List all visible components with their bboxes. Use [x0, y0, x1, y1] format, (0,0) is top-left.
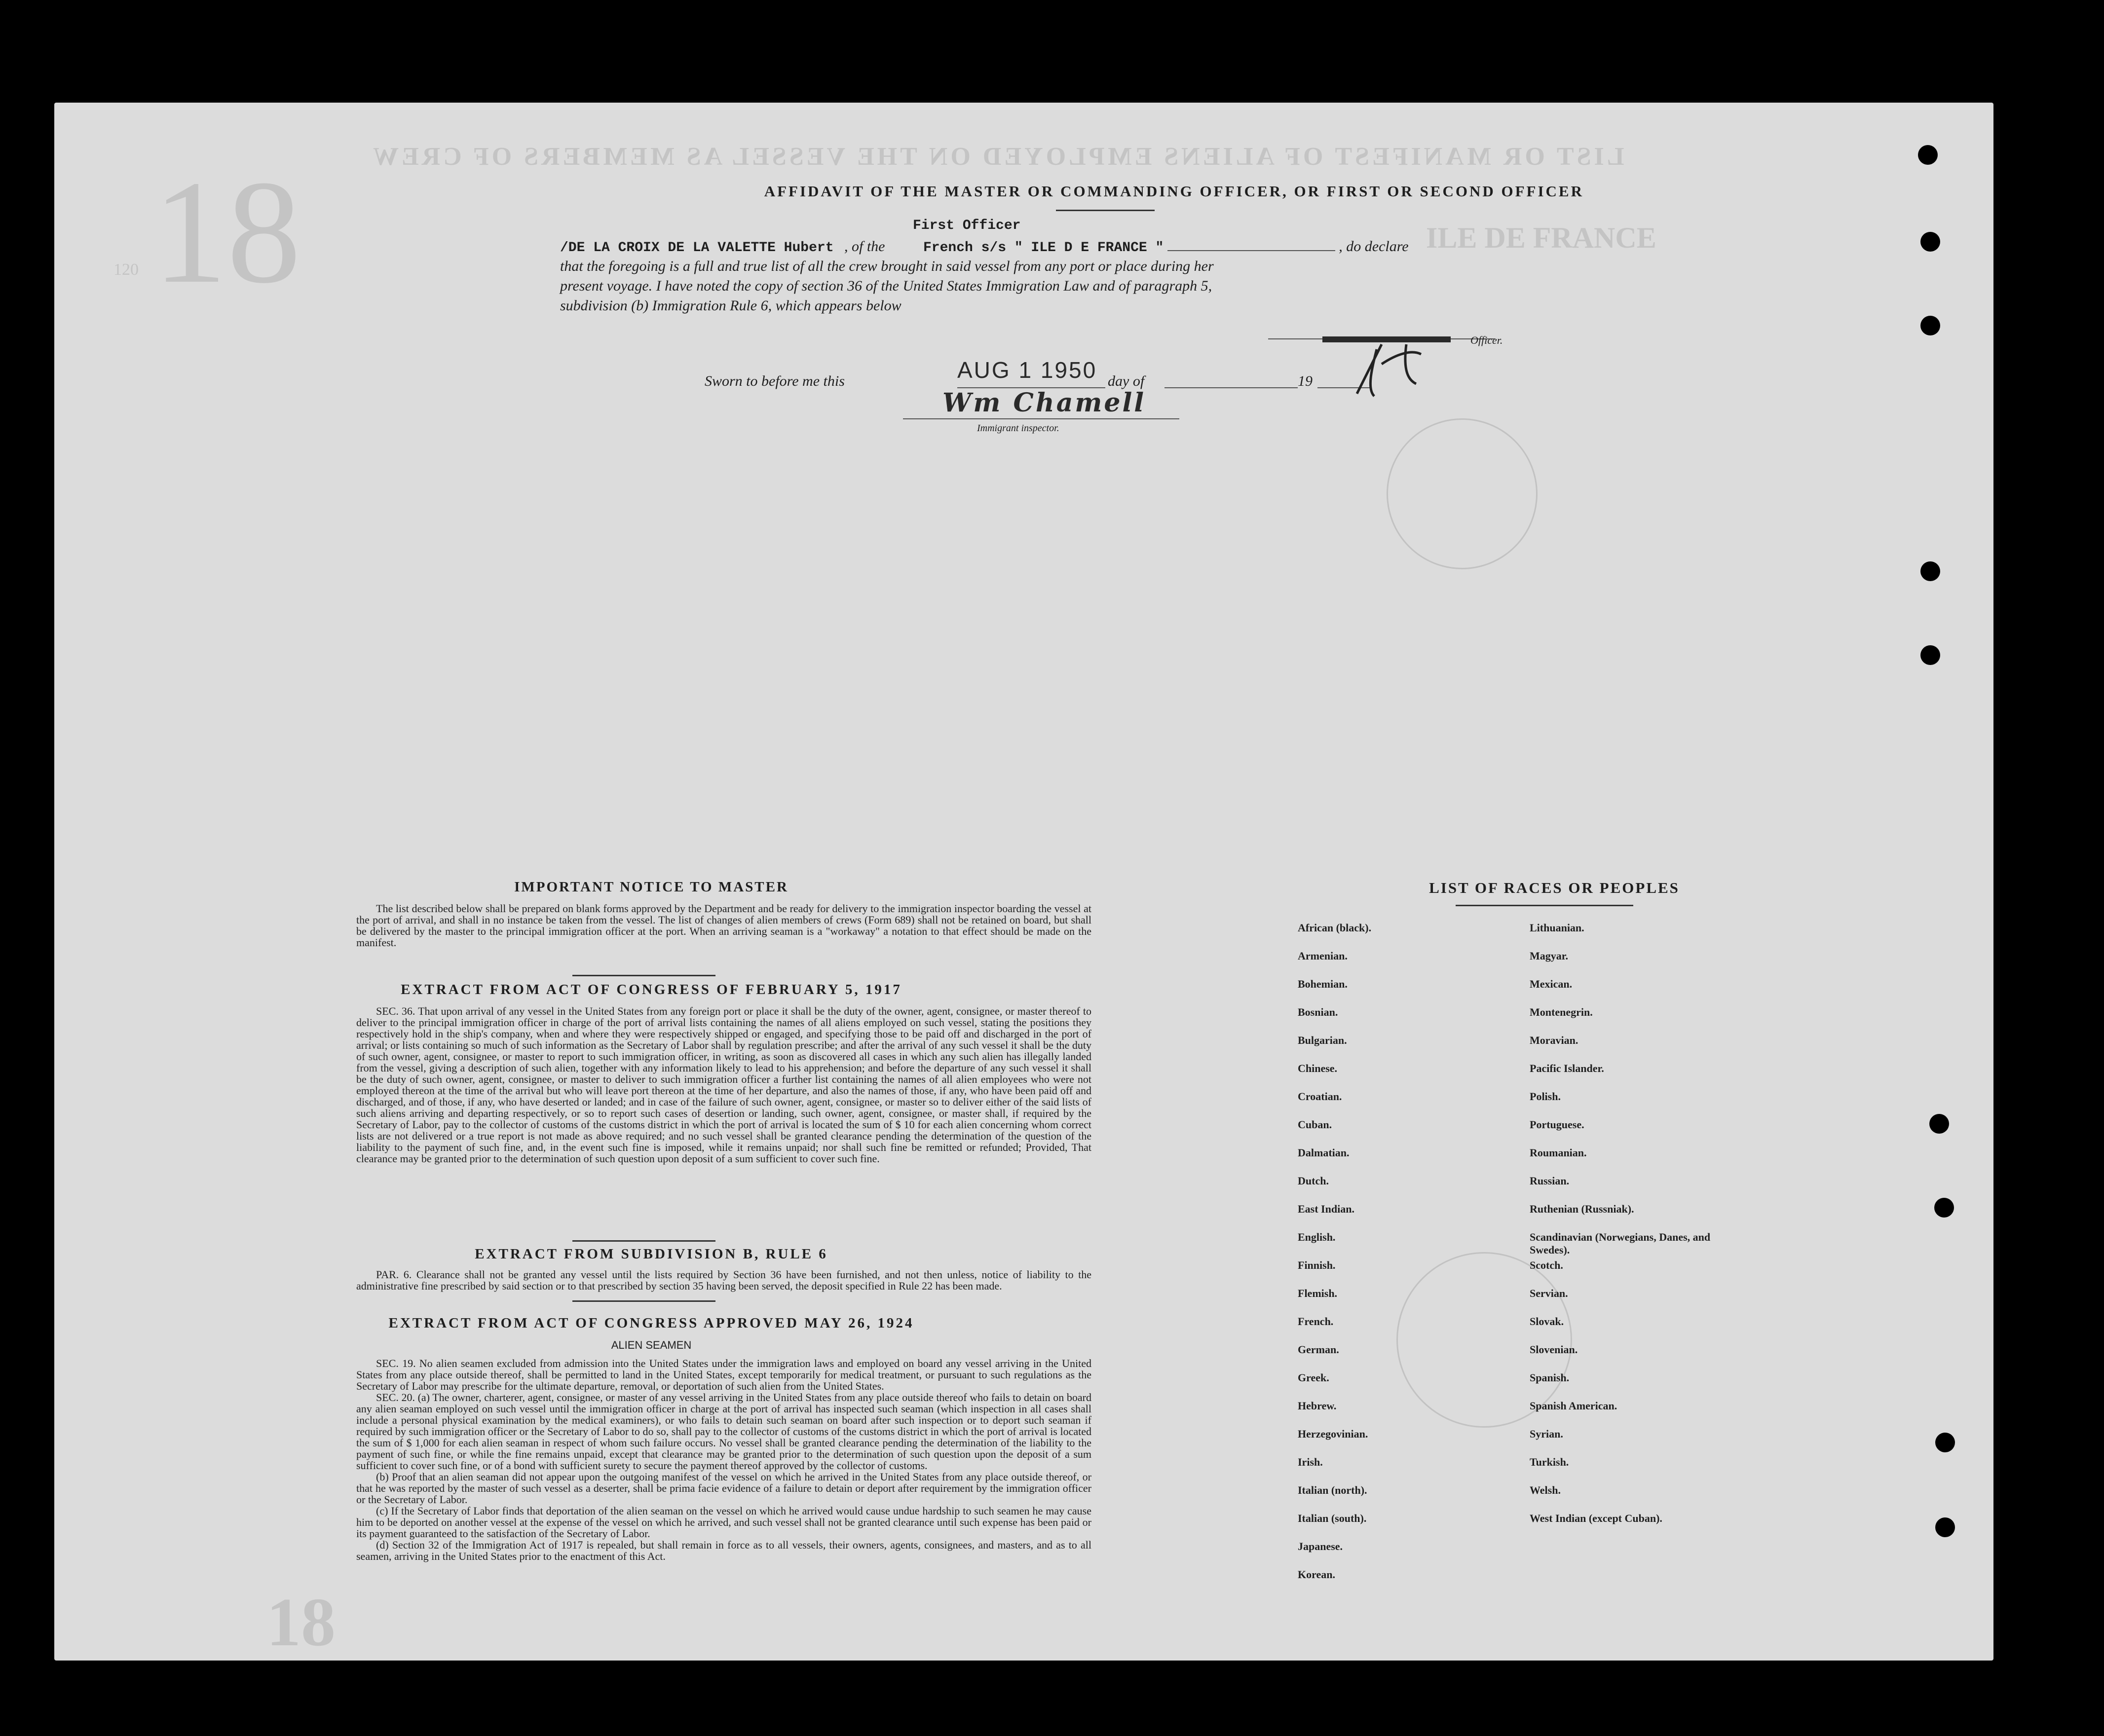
- extract-1924-subtitle: ALIEN SEAMEN: [611, 1339, 692, 1351]
- race-entry: Scotch.: [1530, 1259, 1563, 1271]
- binder-hole-6: [1929, 1114, 1949, 1134]
- section-20c-text: (c) If the Secretary of Labor finds that deportation of the alien seaman on the vessel on which he arrived would cause undue hardship to such seamen he may cause him to be deported on another vessel at the expense of the vessel on which he arrived, and such vessel shall not be granted clearance until such expense has been paid or its payment guaranteed to the satisfaction of the Secretary of Labor.: [356, 1505, 1091, 1540]
- race-entry: Irish.: [1298, 1456, 1323, 1468]
- race-entry: German.: [1298, 1343, 1339, 1356]
- manifest-sheet: [54, 103, 1993, 1661]
- sworn-prefix: Sworn to before me this: [705, 373, 845, 389]
- date-stamp-text: AUG 1 1950: [957, 357, 1097, 383]
- race-entry: Japanese.: [1298, 1540, 1343, 1552]
- race-entry: Pacific Islander.: [1530, 1062, 1604, 1074]
- race-entry: Moravian.: [1530, 1034, 1578, 1046]
- faint-stamp-upper: [1387, 418, 1538, 569]
- month-line: [1165, 387, 1298, 388]
- extract-1924-body: [356, 1358, 1091, 1562]
- race-entry: Russian.: [1530, 1175, 1570, 1187]
- declaration-line-3: present voyage. I have noted the copy of section 36 of the United States Immigration Law and of paragraph 5,: [560, 278, 1212, 294]
- officer-name: /DE LA CROIX DE LA VALETTE Hubert: [560, 240, 834, 256]
- faint-vessel-name: ILE DE FRANCE: [1426, 222, 1656, 254]
- race-entry: Croatian.: [1298, 1090, 1342, 1103]
- races-rule: [1456, 905, 1633, 906]
- race-entry: Bulgarian.: [1298, 1034, 1347, 1046]
- race-entry: Greek.: [1298, 1371, 1329, 1384]
- race-entry: Armenian.: [1298, 950, 1348, 962]
- binder-hole-5: [1920, 645, 1940, 665]
- race-entry: Mexican.: [1530, 978, 1573, 990]
- extract-1924-title: EXTRACT FROM ACT OF CONGRESS APPROVED MAY 26, 1924: [388, 1315, 914, 1331]
- race-entry: Bohemian.: [1298, 978, 1348, 990]
- faint-bottom-number: 18: [266, 1584, 336, 1661]
- binder-hole-3: [1920, 316, 1940, 335]
- binder-hole-7: [1934, 1198, 1954, 1218]
- extract-1917-text: SEC. 36. That upon arrival of any vessel in the United States from any foreign port or place it shall be the duty of the owner, agent, consignee, or master thereof to deliver to the principal immigration officer in charge of the port of arrival lists containing the names of all aliens employed on such vessel, stating the positions they respectively hold in the ship's company, when and where they were respectively shipped or engaged, and specifying those to be paid off and discharged in the port of arrival; or lists containing so much of such information as the Secretary of Labor shall by regulation prescribe; and after the arrival of any such vessel it shall be the duty of such owner, agent, consignee, or master to report to such immigration officer, in writing, as soon as discovered all cases in which any such alien has illegally landed from the vessel, giving a description of such alien, together with any information likely to lead to his apprehension; and before the departure of any such vessel it shall be the duty of such owner, agent, consignee, or master to deliver to such immigration officer a further list containing the names of all alien employees who were not employed thereon at the time of the arrival but who will leave port thereon at the time of her departure, and also the names of those, if any, who have been paid off and discharged, and of those, if any, who have deserted or landed; and in case of the failure of such owner, agent, consignee, or master so to deliver either of the said lists of such aliens arriving and departing respectively, or so to report such cases of desertion or landing, such owner, agent, consignee, or master shall, if required by the Secretary of Labor, pay to the collector of customs of the customs district in which the port of arrival is located the sum of $ 10 for each alien concerning whom correct lists are not delivered or a true report is not made as above required; and no such vessel shall be granted clearance pending the determination of the question of the liability to the payment of such fine, and, in the event such fine is imposed, while it remains unpaid; nor shall such fine be remitted or refunded; Provided, That clearance may be granted prior to the determination of such question upon deposit of a sum sufficient to cover such fine.: [356, 1005, 1091, 1165]
- race-entry: Dutch.: [1298, 1175, 1329, 1187]
- notice-text: The list described below shall be prepared on blank forms approved by the Department and be ready for delivery to the immigration inspector boarding the vessel at the port of arrival, and shall in no instance be taken from the vessel. The list of changes of alien members of crews (Form 689) shall not be retained on board, but shall be delivered by the master to the principal immigration officer at the port. When an arriving seaman is a "workaway" a notation to that effect should be made on the manifest.: [356, 902, 1091, 949]
- officer-label: Officer.: [1470, 334, 1503, 346]
- race-entry: Roumanian.: [1530, 1146, 1587, 1159]
- races-title: LIST OF RACES OR PEOPLES: [1429, 879, 1680, 896]
- race-entry: Flemish.: [1298, 1287, 1338, 1299]
- race-entry: Slovak.: [1530, 1315, 1564, 1328]
- notice-title: IMPORTANT NOTICE TO MASTER: [514, 879, 789, 895]
- race-entry: Servian.: [1530, 1287, 1568, 1299]
- extract-rule6-title: EXTRACT FROM SUBDIVISION B, RULE 6: [475, 1246, 828, 1262]
- extract-1917-title: EXTRACT FROM ACT OF CONGRESS OF FEBRUARY 5, 1917: [401, 982, 902, 997]
- race-entry: Herzegovinian.: [1298, 1428, 1368, 1440]
- race-entry: Spanish.: [1530, 1371, 1570, 1384]
- race-entry: Welsh.: [1530, 1484, 1561, 1496]
- race-entry: French.: [1298, 1315, 1334, 1328]
- race-entry: English.: [1298, 1231, 1336, 1243]
- race-entry: Dalmatian.: [1298, 1146, 1350, 1159]
- binder-hole-8: [1935, 1433, 1955, 1452]
- race-entry: Portuguese.: [1530, 1118, 1584, 1131]
- section-19-text: SEC. 19. No alien seamen excluded from admission into the United States under the immigration laws and employed on board any vessel arriving in the United States from any place outside thereof, shall be permitted to land in the United States, except temporarily for medical treatment, or pursuant to such regulations as the Secretary of Labor may prescribe for the ultimate departure, removal, or deportation of such alien from the United States.: [356, 1357, 1091, 1392]
- race-entry: Lithuanian.: [1530, 922, 1584, 934]
- declaration-line-2: that the foregoing is a full and true list of all the crew brought in said vessel from any port or place during her: [560, 258, 1214, 274]
- race-entry: Scandinavian (Norwegians, Danes, and Swedes).: [1530, 1231, 1711, 1256]
- binder-hole-9: [1935, 1517, 1955, 1537]
- race-entry: Spanish American.: [1530, 1400, 1617, 1412]
- race-entry: Finnish.: [1298, 1259, 1336, 1271]
- extract-1917-rule: [572, 975, 715, 976]
- extract-rule6-text: PAR. 6. Clearance shall not be granted any vessel until the lists required by Section 36 have been furnished, and not then unless, notice of liability to the administrative fine prescribed by said section or to that prescribed by section 35 having been served, the deposit specified in Rule 22 has been made.: [356, 1268, 1091, 1292]
- race-entry: Chinese.: [1298, 1062, 1338, 1074]
- date-stamp: [957, 357, 1097, 383]
- section-20d-text: (d) Section 32 of the Immigration Act of 1917 is repealed, but shall remain in force as to all vessels, their owners, agents, consignees, and masters, and as to all seamen, arriving in the United States prior to the enactment of this Act.: [356, 1539, 1091, 1562]
- race-entry: Hebrew.: [1298, 1400, 1337, 1412]
- race-entry: Bosnian.: [1298, 1006, 1338, 1018]
- faint-page-number: 18: [153, 150, 301, 314]
- day-of-label: day of: [1108, 373, 1145, 389]
- race-entry: East Indian.: [1298, 1203, 1354, 1215]
- inspector-label: Immigrant inspector.: [977, 423, 1059, 434]
- extract-rule6-rule: [572, 1240, 715, 1242]
- officer-signature-scribble: [1347, 334, 1446, 404]
- race-entry: Montenegrin.: [1530, 1006, 1593, 1018]
- affidavit-title: AFFIDAVIT OF THE MASTER OR COMMANDING OFFICER, OR FIRST OR SECOND OFFICER: [764, 183, 1584, 200]
- inspector-signature-text: Wm Chamell: [942, 388, 1146, 418]
- race-entry: Turkish.: [1530, 1456, 1569, 1468]
- of-the-text: , of the: [844, 238, 885, 255]
- races-column-2: [1530, 922, 1727, 1540]
- year-prefix: 19: [1298, 373, 1313, 389]
- race-entry: Syrian.: [1530, 1428, 1563, 1440]
- race-entry: Cuban.: [1298, 1118, 1332, 1131]
- race-entry: Polish.: [1530, 1090, 1561, 1103]
- vessel-name-typed: French s/s " ILE D E FRANCE ": [923, 240, 1164, 256]
- title-rule: [1056, 210, 1155, 211]
- binder-hole-1: [1918, 145, 1938, 165]
- race-entry: Korean.: [1298, 1568, 1335, 1581]
- race-entry: Magyar.: [1530, 950, 1569, 962]
- race-entry: Ruthenian (Russniak).: [1530, 1203, 1634, 1215]
- race-entry: African (black).: [1298, 922, 1372, 934]
- binder-hole-4: [1920, 561, 1940, 581]
- declaration-line-1: [560, 237, 1557, 258]
- races-column-1: [1298, 922, 1495, 1596]
- faint-top-heading: LIST OR MANIFEST OF ALIENS EMPLOYED ON THE VESSEL AS MEMBERS OF CREW: [370, 143, 1624, 171]
- race-entry: West Indian (except Cuban).: [1530, 1512, 1662, 1524]
- officer-rank-typed: First Officer: [913, 218, 1021, 233]
- binder-hole-2: [1920, 232, 1940, 252]
- declaration-line-4: subdivision (b) Immigration Rule 6, which appears below: [560, 297, 902, 314]
- section-20b-text: (b) Proof that an alien seaman did not appear upon the outgoing manifest of the vessel on which he arrived in the United States from any place outside thereof, or that he was reported by the master of such vessel as a deserter, shall be prima facie evidence of a failure to detain or deport after requirement by the immigration officer or the Secretary of Labor.: [356, 1471, 1091, 1506]
- inspector-signature: [942, 388, 1146, 418]
- race-entry: Slovenian.: [1530, 1343, 1578, 1356]
- race-entry: Italian (north).: [1298, 1484, 1367, 1496]
- extract-1924-rule: [572, 1300, 715, 1302]
- race-entry: Italian (south).: [1298, 1512, 1367, 1524]
- section-20a-text: SEC. 20. (a) The owner, charterer, agent, consignee, or master of any vessel arriving in the United States from any place outside thereof who fails to detain on board any alien seaman employed on such vessel until the immigration officer in charge at the port of arrival has inspected such seaman (which inspection in all cases shall include a personal physical examination by the medical examiners), or who fails to detain such seaman on board after such inspection or to deport such seaman if required by such immigration officer or the Secretary of Labor to do so, shall pay to the collector of customs of the customs district in which the port of arrival is located the sum of $ 1,000 for each alien seaman in respect of whom such failure occurs. No vessel shall be granted clearance pending the determination of the liability to the payment of such fine, or while the fine remains unpaid, except that clearance may be granted prior to the determination of such question upon the deposit of a sum sufficient to cover such fine, or of a bond with sufficient surety to secure the payment thereof approved by the collector of customs.: [356, 1391, 1091, 1472]
- faint-side-number: 120: [113, 260, 139, 279]
- do-declare-text: , do declare: [1339, 238, 1409, 255]
